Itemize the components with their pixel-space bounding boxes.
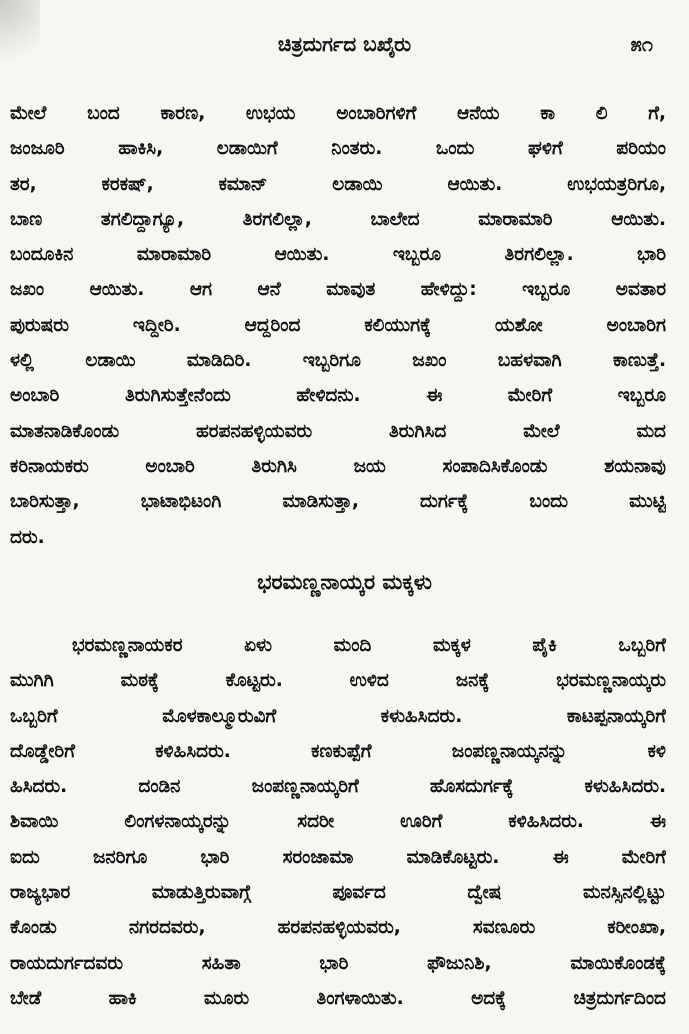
text-line: ಶಿವಾಯಿ ಲಿಂಗಳನಾಯ್ಕರನ್ನು ಸದರೀ ಊರಿಗೆ ಕಳಿಹಿಸಿದರು. ಈ <box>10 811 666 833</box>
text-line: ಮುಗಿಗಿ ಮಠಕ್ಕೆ ಕೊಟ್ಟರು. ಉಳಿದ ಜನಕ್ಕೆ ಭರಮಣ್ಣನಾಯ್ಕರು <box>10 670 666 692</box>
running-head <box>0 30 689 64</box>
running-title: ಚಿತ್ರದುರ್ಗದ ಬಖೈರು <box>277 32 412 56</box>
text-line: ಐದು ಜನರಿಗೂ ಭಾರಿ ಸರಂಜಾಮಾ ಮಾಡಿಕೊಟ್ಟರು. ಈ ಮೇರಿಗೆ <box>10 846 666 868</box>
section-heading: ಭರಮಣ್ಣನಾಯ್ಕರ ಮಕ್ಕಳು <box>257 570 432 594</box>
text-line: ಪುರುಷರು ಇದ್ದೀರಿ. ಆದ್ದರಿಂದ ಕಲಿಯುಗಕ್ಕೆ ಯಶೋ ಅಂಬಾರಿಗ <box>10 314 666 336</box>
text-line: ದೊಡ್ಡೇರಿಗೆ ಕಳಿಹಿಸಿದರು. ಕಣಕುಪ್ಪೆಗೆ ಜಂಪಣ್ಣನಾಯ್ಕನನ್ನು ಕಳಿ <box>10 740 666 762</box>
paragraph-2 <box>10 628 666 1016</box>
text-line: ಕೊಂಡು ನಗರದವರು, ಹರಪನಹಳ್ಳಿಯವರು, ಸವಣೂರು ಕರೀಂಖಾ, <box>10 917 666 939</box>
text-line: ಕರಿನಾಯಕರು ಅಂಬಾರಿ ತಿರುಗಿಸಿ ಜಯ ಸಂಪಾದಿಸಿಕೊಂಡು ಶಯನಾವು <box>10 455 666 477</box>
text-line: ಬಾಣ ತಗಲಿದ್ದಾಗ್ಯೂ, ತಿರಗಲಿಲ್ಲಾ, ಬಾಲೇದ ಮಾರಾಮಾರಿ ಆಯಿತು. <box>10 208 666 230</box>
page-number: ೫೧ <box>630 32 653 56</box>
text-line: ಬಾರಿಸುತ್ತಾ, ಭಾಟಾಭಿಟಂಗಿ ಮಾಡಿಸುತ್ತಾ, ದುರ್ಗಕ್ಕೆ ಬಂದು ಮುಟ್ಟಿ <box>10 491 666 513</box>
text-line: ಮಾತನಾಡಿಕೊಂಡು ಹರಪನಹಳ್ಳಿಯವರು ತಿರುಗಿಸಿದ ಮೇಲೆ ಮದ <box>10 420 666 442</box>
text-line: ಬೇಡೆ ಹಾಕಿ ಮೂರು ತಿಂಗಳಾಯಿತು. ಅದಕ್ಕೆ ಚಿತ್ರದುರ್ಗದಿಂದ <box>10 987 666 1009</box>
text-line: ರಾಯದುರ್ಗದವರು ಸಹಿತಾ ಭಾರಿ ಫೌಜುನಿಶಿ, ಮಾಯಿಕೊಂಡಕ್ಕೆ <box>10 952 666 974</box>
text-line: ಅಂಬಾರಿ ತಿರುಗಿಸುತ್ತೇನೆಂದು ಹೇಳಿದನು. ಈ ಮೇರಿಗೆ ಇಬ್ಬರೂ <box>10 385 666 407</box>
text-line: ಬಂದೂಕಿನ ಮಾರಾಮಾರಿ ಆಯಿತು. ಇಬ್ಬರೂ ತಿರಗಲಿಲ್ಲಾ. ಭಾರಿ <box>10 244 666 266</box>
text-line: ರಾಜ್ಯಭಾರ ಮಾಡುತ್ತಿರುವಾಗ್ಗೆ ಪೂರ್ವದ ದ್ವೇಷ ಮನಸ್ಸಿನಲ್ಲಿಟ್ಟು <box>10 882 666 904</box>
text-line: ಒಬ್ಬರಿಗೆ ಮೊಳಕಾಲ್ಮೂರುವಿಗೆ ಕಳುಹಿಸಿದರು. ಕಾಟಪ್ಪನಾಯ್ಕರಿಗೆ <box>10 705 666 727</box>
text-line: ದರು. <box>10 526 45 548</box>
text-line: ಳಲ್ಲಿ ಲಡಾಯಿ ಮಾಡಿದಿರಿ. ಇಬ್ಬರಿಗೂ ಜಖಂ ಬಹಳವಾಗಿ ಕಾಣುತ್ತೆ. <box>10 350 666 372</box>
text-line: ಹಿಸಿದರು. ದಂಡಿನ ಜಂಪಣ್ಣನಾಯ್ಕರಿಗೆ ಹೊಸದುರ್ಗಕ್ಕೆ ಕಳುಹಿಸಿದರು. <box>10 776 666 798</box>
text-line: ಜಂಜೂರಿ ಹಾಕಿಸಿ, ಲಡಾಯಿಗೆ ನಿಂತರು. ಒಂದು ಘಳಿಗೆ ಪರಿಯಂ <box>10 138 666 160</box>
text-line: ಮೇಲೆ ಬಂದ ಕಾರಣ, ಉಭಯ ಅಂಬಾರಿಗಳಿಗೆ ಆನೆಯ ಕಾ ಲಿ ಗೆ, <box>10 103 666 124</box>
text-line: ಜಖಂ ಆಯಿತು. ಆಗ ಆನೆ ಮಾವುತ ಹೇಳಿದ್ದು: ಇಬ್ಬರೂ ಅವತಾರ <box>10 279 666 301</box>
text-line: ತರ, ಕರಕಷ್, ಕಮಾನ್ ಲಡಾಯಿ ಆಯಿತು. ಉಭಯತ್ರರಿಗೂ, <box>10 173 666 195</box>
text-line: ಭರಮಣ್ಣನಾಯಕರ ಏಳು ಮಂದಿ ಮಕ್ಕಳ ಪೈಕಿ ಒಬ್ಬರಿಗೆ <box>72 635 666 656</box>
paragraph-1 <box>10 96 666 555</box>
